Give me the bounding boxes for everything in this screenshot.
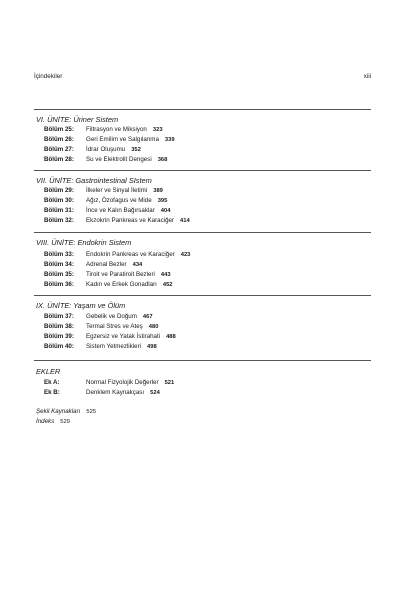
- chapter-title: Ekzokrin Pankreas ve Karaciğer: [86, 217, 175, 224]
- running-header: [34, 73, 371, 85]
- chapter-label: Bölüm 28:: [44, 156, 74, 163]
- chapter-label: Bölüm 34:: [44, 261, 74, 268]
- chapter-page: 434: [132, 262, 143, 268]
- chapter-label: Bölüm 31:: [44, 207, 74, 214]
- back-matter-list: [36, 407, 96, 427]
- toc-entry[interactable]: [44, 135, 175, 145]
- chapter-label: Bölüm 32:: [44, 217, 74, 224]
- toc-entry[interactable]: [44, 216, 190, 226]
- toc-entry[interactable]: [44, 280, 190, 290]
- toc-entry[interactable]: [44, 342, 176, 352]
- toc-entry[interactable]: [44, 332, 176, 342]
- section-divider: [34, 232, 371, 233]
- chapter-label: Bölüm 37:: [44, 313, 74, 320]
- back-matter-title: İndeks: [36, 418, 55, 425]
- chapter-title: İlkeler ve Sinyal İletimi: [86, 187, 148, 194]
- toc-entry[interactable]: [36, 407, 96, 417]
- chapter-page: 443: [160, 272, 171, 278]
- header-page-number: xiii: [363, 73, 371, 80]
- section-divider: [34, 109, 371, 110]
- chapter-title: Egzersiz ve Yatak İstirahati: [86, 333, 161, 340]
- chapter-label: Bölüm 39:: [44, 333, 74, 340]
- back-matter-page: 529: [60, 419, 70, 425]
- chapter-page: 352: [131, 147, 141, 153]
- chapter-title: İdrar Oluşumu: [86, 146, 126, 153]
- toc-entry[interactable]: [44, 388, 174, 398]
- toc-entry[interactable]: [44, 145, 175, 155]
- chapter-page: 423: [180, 252, 191, 258]
- toc-entry[interactable]: [44, 196, 190, 206]
- chapter-label: Bölüm 35:: [44, 271, 74, 278]
- chapter-title: Termal Stres ve Ateş: [86, 323, 143, 330]
- chapter-list: [44, 186, 190, 226]
- toc-entry[interactable]: [44, 206, 190, 216]
- toc-entry[interactable]: [44, 260, 190, 270]
- chapter-title: Sistem Yetmezlikleri: [86, 343, 142, 350]
- chapter-page: 395: [157, 198, 168, 204]
- chapter-page: 404: [160, 208, 171, 214]
- chapter-label: Bölüm 36:: [44, 281, 74, 288]
- toc-entry[interactable]: [44, 378, 174, 388]
- back-matter-page: 525: [86, 409, 97, 415]
- chapter-page: 389: [153, 188, 163, 194]
- chapter-list: [44, 125, 175, 165]
- section-divider: [34, 295, 371, 296]
- chapter-page: 452: [162, 282, 173, 288]
- appendix-list: [44, 378, 174, 398]
- chapter-label: Bölüm 40:: [44, 343, 74, 350]
- chapter-label: Bölüm 25:: [44, 126, 74, 133]
- back-matter-title: Şekil Kaynakları: [36, 408, 81, 415]
- chapter-page: 488: [166, 334, 176, 340]
- chapter-label: Bölüm 30:: [44, 197, 74, 204]
- appendix-label: Ek B:: [44, 389, 60, 396]
- unit-title: VIII. ÜNİTE: Endokrin Sistem: [36, 238, 132, 247]
- chapter-list: [44, 250, 190, 290]
- toc-entry[interactable]: [44, 312, 176, 322]
- toc-entry[interactable]: [44, 186, 190, 196]
- chapter-title: Adrenal Bezler: [86, 261, 127, 268]
- chapter-page: 323: [152, 127, 163, 133]
- chapter-title: Endokrin Pankreas ve Karaciğer: [86, 251, 175, 258]
- toc-entry[interactable]: [44, 155, 175, 165]
- chapter-title: Geri Emilim ve Salgılanma: [86, 136, 159, 143]
- toc-entry[interactable]: [36, 417, 96, 427]
- unit-title: IX. ÜNİTE: Yaşam ve Ölüm: [36, 301, 126, 310]
- toc-entry[interactable]: [44, 322, 176, 332]
- header-title: İçindekiler: [34, 73, 63, 80]
- section-divider: [34, 170, 371, 171]
- chapter-label: Bölüm 27:: [44, 146, 74, 153]
- chapter-page: 480: [148, 324, 159, 330]
- chapter-title: Ağız, Özofagus ve Mide: [86, 197, 152, 204]
- chapter-title: Kadın ve Erkek Gonadları: [86, 281, 157, 288]
- chapter-title: Tiroit ve Paratiroit Bezleri: [86, 271, 155, 278]
- toc-entry[interactable]: [44, 125, 175, 135]
- chapter-list: [44, 312, 176, 352]
- appendix-label: Ek A:: [44, 379, 60, 386]
- chapter-page: 498: [147, 344, 157, 350]
- toc-entry[interactable]: [44, 270, 190, 280]
- chapter-page: 467: [142, 314, 153, 320]
- appendix-page: 524: [150, 390, 160, 396]
- unit-title: VI. ÜNİTE: Üriner Sistem: [36, 115, 119, 124]
- unit-title: EKLER: [36, 367, 61, 376]
- chapter-title: İnce ve Kalın Bağırsaklar: [86, 207, 155, 214]
- appendix-page: 521: [164, 380, 175, 386]
- chapter-title: Filtrasyon ve Miksiyon: [86, 126, 147, 133]
- section-divider: [34, 360, 371, 361]
- chapter-label: Bölüm 29:: [44, 187, 74, 194]
- chapter-label: Bölüm 38:: [44, 323, 74, 330]
- chapter-page: 339: [164, 137, 175, 143]
- unit-title: VII. ÜNİTE: Gastrointestinal SIstem: [36, 176, 152, 185]
- chapter-label: Bölüm 26:: [44, 136, 74, 143]
- appendix-title: Denklem Kaynakçası: [86, 389, 145, 396]
- chapter-page: 414: [180, 218, 190, 224]
- chapter-label: Bölüm 33:: [44, 251, 74, 258]
- toc-entry[interactable]: [44, 250, 190, 260]
- chapter-title: Su ve Elektrolit Dengesi: [86, 156, 152, 163]
- chapter-title: Gebelik ve Doğum: [86, 313, 137, 320]
- chapter-page: 368: [157, 157, 168, 163]
- appendix-title: Normal Fizyolojik Değerler: [86, 379, 159, 386]
